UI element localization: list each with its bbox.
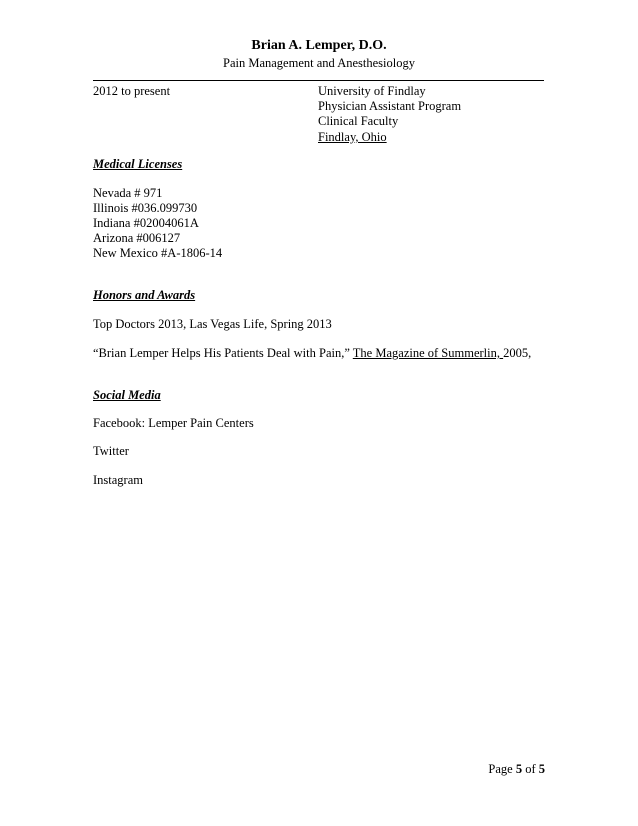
- license-item: Illinois #036.099730: [93, 201, 198, 215]
- social-item: Instagram: [93, 473, 143, 487]
- license-item: New Mexico #A-1806-14: [93, 246, 223, 260]
- social-item: Facebook: Lemper Pain Centers: [93, 416, 254, 430]
- page-footer: [488, 762, 545, 777]
- license-item: Indiana #02004061A: [93, 216, 199, 230]
- of-label: of: [525, 762, 536, 776]
- honors-item: [93, 346, 531, 361]
- social-heading: Social Media: [93, 388, 161, 402]
- social-item: Twitter: [93, 444, 129, 458]
- article-title: “Brian Lemper Helps His Patients Deal with Pain,”: [93, 346, 350, 360]
- header-specialty: Pain Management and Anesthesiology: [223, 56, 415, 70]
- honors-heading: Honors and Awards: [93, 288, 196, 302]
- faculty-dates: 2012 to present: [93, 84, 171, 98]
- page-total: 5: [538, 762, 545, 776]
- publication-year: 2005,: [503, 346, 532, 360]
- license-item: Arizona #006127: [93, 231, 181, 245]
- page-number: 5: [515, 762, 523, 776]
- faculty-location: Findlay, Ohio: [318, 130, 387, 144]
- faculty-program: Physician Assistant Program: [318, 99, 462, 113]
- honors-item: Top Doctors 2013, Las Vegas Life, Spring 2013: [93, 317, 332, 331]
- licenses-heading: Medical Licenses: [93, 157, 183, 171]
- license-item: Nevada # 971: [93, 186, 163, 200]
- header-name: Brian A. Lemper, D.O.: [251, 38, 387, 53]
- faculty-institution: University of Findlay: [318, 84, 426, 98]
- header-rule: [93, 80, 544, 81]
- page-label: Page: [488, 762, 513, 776]
- faculty-role: Clinical Faculty: [318, 114, 399, 128]
- publication-name: The Magazine of Summerlin,: [352, 346, 504, 360]
